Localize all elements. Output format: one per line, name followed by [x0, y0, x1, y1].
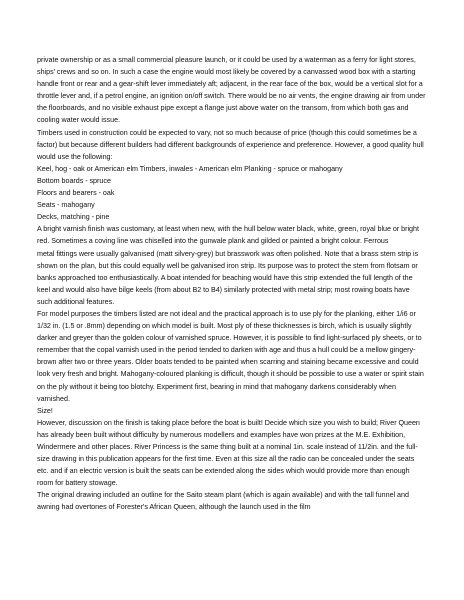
paragraph-original-drawing: The original drawing included an outline for the Saito steam plant (which is again available) and with the tall funnel and awning had overtones of Forester's African Queen, although the launch used in the film	[37, 491, 409, 512]
paragraph-size-discussion: However, discussion on the finish is taking place before the boat is built! Decide which size you wish to build; River Queen has already been built without difficulty by numerous modellers and examples have won prizes at the M.E. Exhibition, Windermere and other places. River Princess is the same thing built at a nominal 1in. scale instead of 11/2in. and the full-size drawing in this publication appears for the first time. Even at this size all the radio can be concealed under the seats etc. and if an electric version is built the seats can be extended along the sides which would provide more than enough room for battery stowage.	[37, 418, 420, 488]
paragraph-ownership: private ownership or as a small commercial pleasure launch, or it could be used by a waterman as a ferry for light stores, ships' crews and so on. In such a case the engine would most likely be covered by a canvassed wood box with a starting handle front or rear and a gear-shift lever immediately aft; adjacent, in the rear face of the box, would be a vertical slot for a throttle lever and, if a petrol engine, an ignition on/off switch. There would be no air vents, the engine drawing air from under the floorboards, and no visible exhaust pipe except a flange just above water on the transom, from which both gas and cooling water would issue.	[37, 56, 426, 125]
paragraph-timbers: Timbers used in construction could be expected to vary, not so much because of price (though this could sometimes be a factor) but because different builders had different backgrounds of experience and preference. However, a good quality hull would use the following:	[37, 128, 424, 161]
paragraph-varnish: A bright varnish finish was customary, at least when new, with the hull below water black, white, green, royal blue or bright red. Sometimes a coving line was chiselled into the gunwale plank and gilded or painted a bright colour. Ferrous	[37, 225, 419, 246]
paragraph-model-purposes: For model purposes the timbers listed are not ideal and the practical approach is to use ply for the planking, either 1/i6 or 1/32 in. (1.5 or .8mm) depending on which model is built. Most ply of these thicknesses is birch, which is usually slightly darker and greyer than the golden colour of varnished spruce. However, it is possible to find light-surfaced ply sheets, or to remember that the copal varnish used in the period tended to darken with age and thus a hull could be a mellow gingery-brown after two or three years. Older boats tended to be painted when scarring and staining became excessive and could look very fresh and bright. Mahogany-coloured planking is difficult, though it should be possible to use a water or spirit stain on the ply without it being too blotchy. Experiment first, bearing in mind that mahogany darkens considerably when varnished.	[37, 309, 424, 403]
timber-list-bottom-boards: Bottom boards - spruce	[37, 176, 111, 185]
paragraph-metal-fittings: metal fittings were usually galvanised (matt silvery-grey) but brasswork was often polished. Note that a brass stem strip is shown on the plan, but this could equally well be galvanised iron strip. Its purpose was to protect the stem from flotsam or banks approached too enthusiastically. A boat intended for beaching would have this strip extended the full length of the keel and would also have bilge keels (from about B2 to B4) similarly protected with metal strip; most rowing boats have such additional features.	[37, 249, 419, 306]
timber-list-seats: Seats - mahogany	[37, 201, 95, 210]
timber-list-keel: Keel, hog - oak or American elm Timbers, inwales - American elm Planking - spruce or mahogany	[37, 164, 343, 173]
timber-list-floors: Floors and bearers - oak	[37, 189, 115, 198]
section-heading-size: Size!	[37, 406, 53, 415]
timber-list-decks: Decks, matching - pine	[37, 213, 110, 222]
